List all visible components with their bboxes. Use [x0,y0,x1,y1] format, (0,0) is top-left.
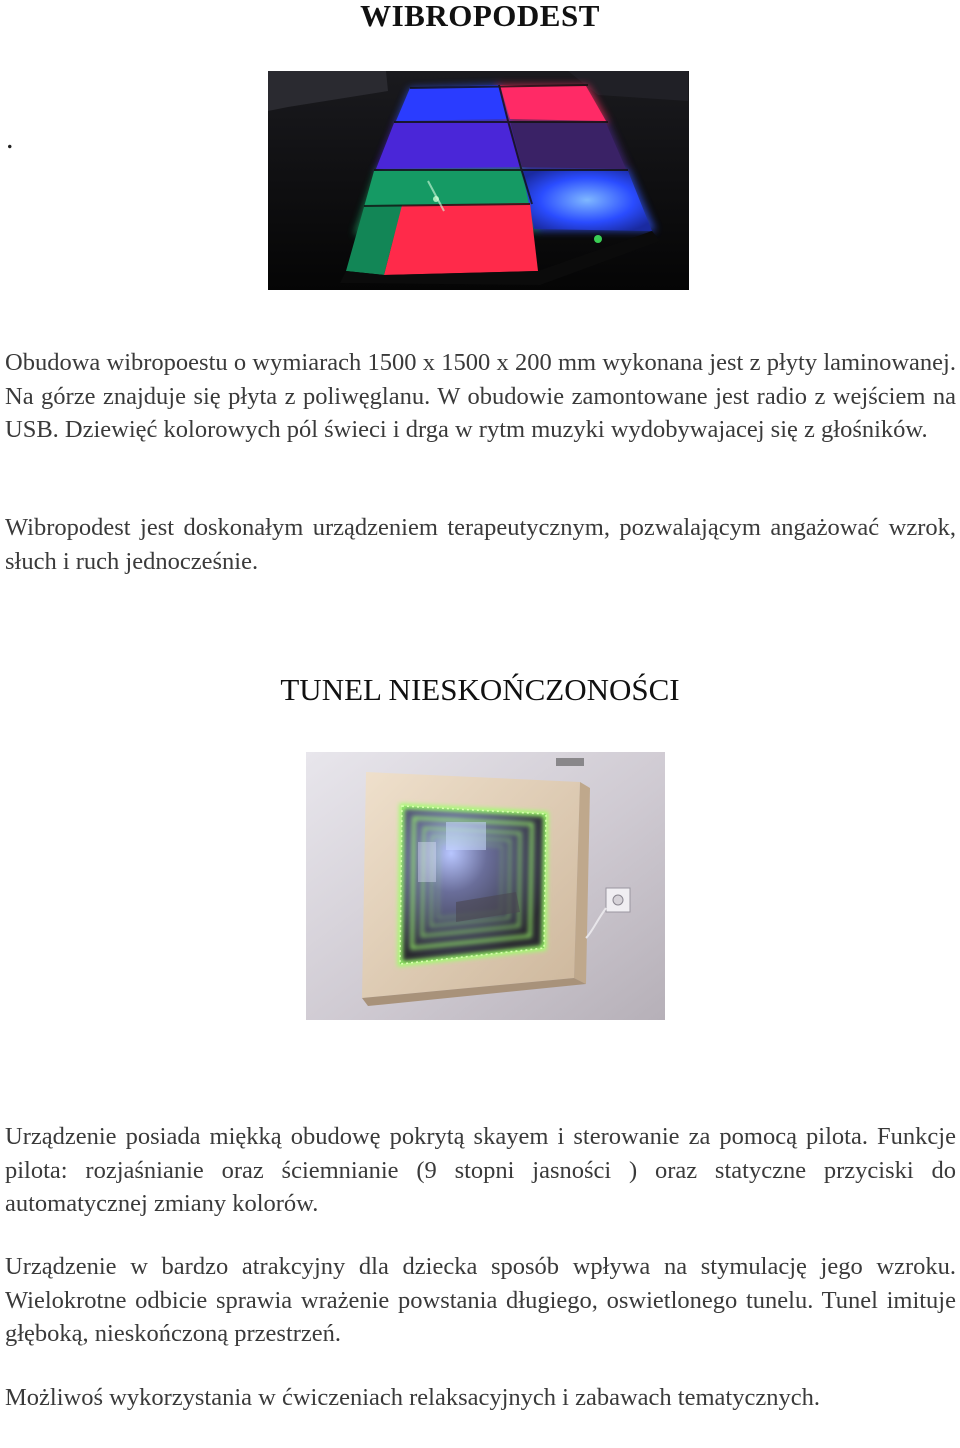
stray-dot: . [6,122,14,155]
tile-green [364,169,530,207]
infinity-tunnel-photo [306,752,665,1020]
page-title: WIBROPODEST [360,0,600,33]
tile-blue-top [396,85,508,121]
section-title-tunnel: TUNEL NIESKOŃCZONOŚCI [280,672,680,707]
tunnel-usage-paragraph: Możliwoś wykorzystania w ćwiczeniach relaksacyjnych i zabawach tematycznych. [5,1384,820,1411]
tunnel-stimulation-paragraph: Urządzenie w bardzo atrakcyjny dla dziecka sposób wpływa na stymulację jego wzroku. Wielokrotne odbicie sprawia wrażenie powstania długiego, oswietlonego tunelu. Tunel imituje głęboką, nieskończoną przestrzeń. [5,1253,956,1347]
floor-description-paragraph: Obudowa wibropoestu o wymiarach 1500 x 1500 x 200 mm wykonana jest z płyty laminowanej. Na górze znajduje się płyta z poliwęglanu. W obudowie zamontowane jest radio z wejściem na USB. Dziewięć kolorowych pól świeci i drga w rytm muzyki wydobywajacej się z głośników. [5,349,956,443]
infinity-tunnel-illustration [306,752,665,1020]
tile-purple-left [376,121,520,169]
light-floor-illustration [268,71,689,290]
tile-red-bottom [384,203,538,275]
floor-therapy-paragraph: Wibropodest jest doskonałym urządzeniem terapeutycznym, pozwalającym angażować wzrok, słuch i ruch jednocześnie. [5,514,956,575]
light-floor-photo [268,71,689,290]
tunnel-description-paragraph: Urządzenie posiada miękką obudowę pokrytą skayem i sterowanie za pomocą pilota. Funkcje pilota: rozjaśnianie oraz ściemnianie (9 stopni jasności ) oraz statyczne przyciski do automatycznej zmiany kolorów. [5,1123,956,1217]
